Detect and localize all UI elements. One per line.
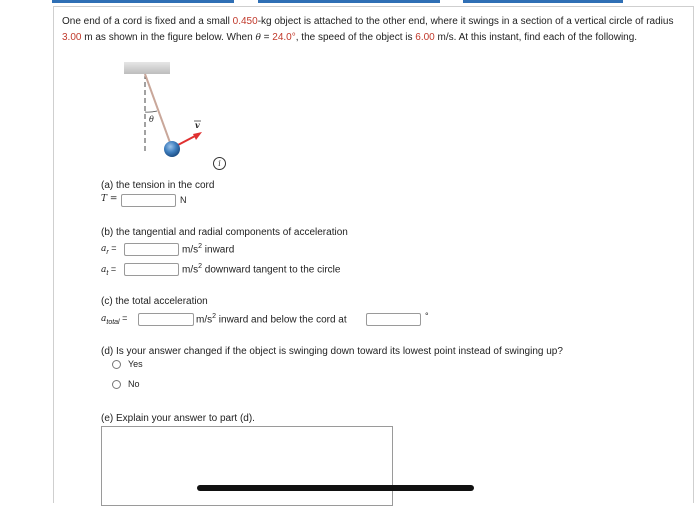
part-a-prompt: (a) the tension in the cord [101, 180, 215, 191]
total-accel-label: $a_{total}$ = [101, 313, 128, 326]
velocity-arrow [176, 135, 197, 146]
mass-value: 0.450 [232, 16, 258, 27]
radial-accel-label: $a_r$ = [101, 243, 117, 256]
total-accel-input[interactable] [138, 313, 194, 326]
part-c-prompt: (c) the total acceleration [101, 296, 208, 307]
total-accel-unit: $m/s^2$ inward and below the cord at [196, 313, 347, 326]
object-ball [164, 141, 180, 157]
velocity-arrowhead [193, 132, 202, 140]
part-b-prompt: (b) the tangential and radial components of acceleration [101, 227, 348, 238]
theta-arc [145, 111, 157, 112]
tangential-accel-label: $a_t$ = [101, 264, 117, 277]
radial-accel-unit: $m/s^2$ inward [182, 243, 235, 256]
tangential-accel-unit: $m/s^2$ downward tangent to the circle [182, 263, 341, 276]
problem-statement: One end of a cord is fixed and a small 0.450-kg object is attached to the other end, where it swings in a section of a vertical circle of radius 3.00 m as shown in the figure below. When θ = 24.0°, the speed of the object is 6.00 m/s. At this instant, find each of the following. [62, 16, 674, 43]
angle-value: 24.0° [272, 32, 296, 43]
degree-symbol: ° [425, 311, 429, 321]
info-icon[interactable]: i [213, 157, 226, 170]
tab-indicator-1 [52, 0, 234, 3]
cord [145, 74, 172, 148]
horizontal-scrollbar[interactable] [197, 485, 474, 491]
no-label[interactable]: No [128, 379, 140, 389]
speed-value: 6.00 [415, 32, 435, 43]
tension-input[interactable] [121, 194, 176, 207]
part-e-prompt: (e) Explain your answer to part (d). [101, 413, 255, 424]
ceiling-support [124, 62, 170, 74]
tab-indicator-3 [463, 0, 623, 3]
tangential-accel-input[interactable] [124, 263, 179, 276]
velocity-label: v [195, 120, 200, 130]
tab-indicator-2 [258, 0, 440, 3]
pendulum-figure [118, 62, 228, 174]
tension-unit: N [180, 195, 187, 205]
total-accel-angle-input[interactable] [366, 313, 421, 326]
part-d-prompt: (d) Is your answer changed if the object is swinging down toward its lowest point instead of swinging up? [101, 346, 563, 357]
explanation-textarea[interactable] [101, 426, 393, 506]
yes-radio[interactable] [112, 360, 121, 369]
radius-value: 3.00 [62, 32, 82, 43]
no-radio[interactable] [112, 380, 121, 389]
radial-accel-input[interactable] [124, 243, 179, 256]
tension-label: T = [101, 194, 118, 204]
yes-label[interactable]: Yes [128, 359, 143, 369]
theta-label: θ [149, 115, 154, 124]
